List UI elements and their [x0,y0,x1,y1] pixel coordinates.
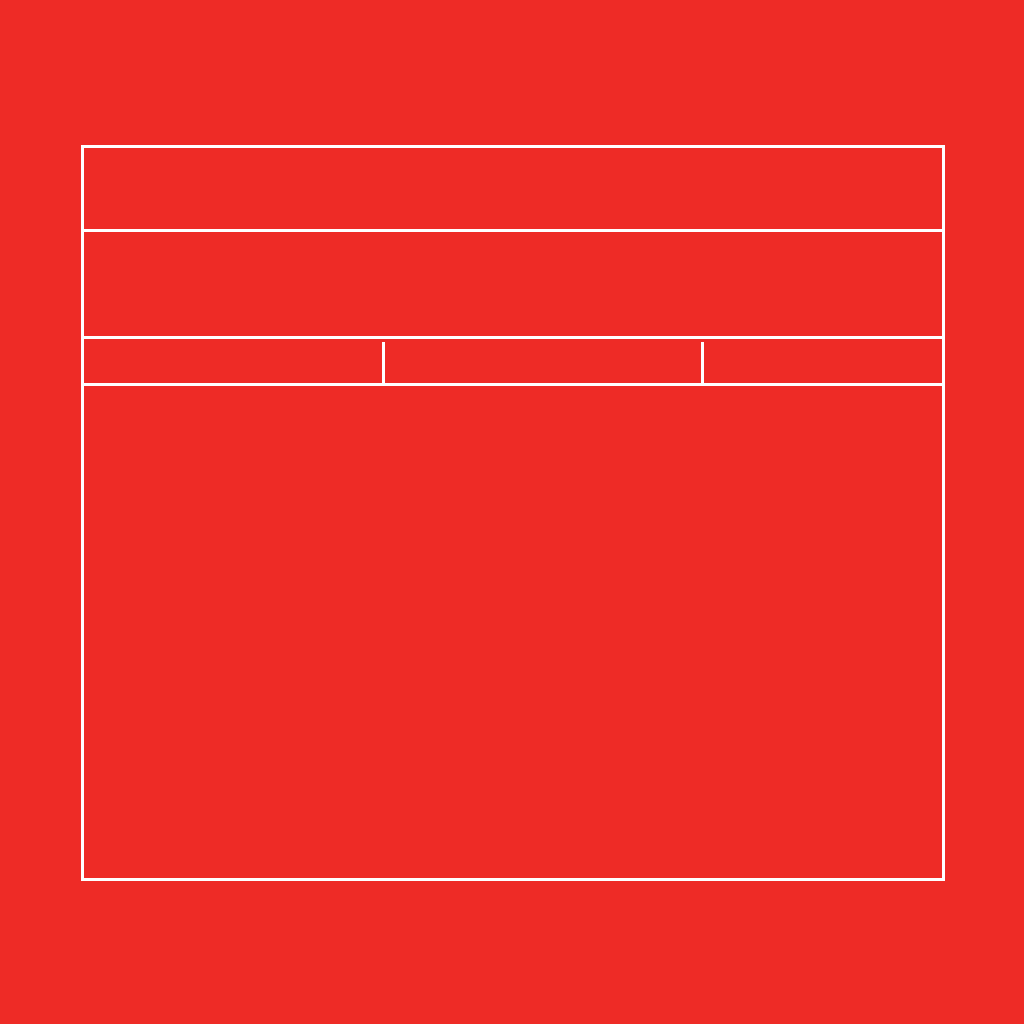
header-per-serving [704,342,942,383]
table-header [84,342,942,386]
nutrition-panel [81,145,945,881]
header-quantities [84,342,385,383]
serving-info [84,232,942,339]
header-per-100g [385,342,704,383]
title-box [84,148,942,232]
